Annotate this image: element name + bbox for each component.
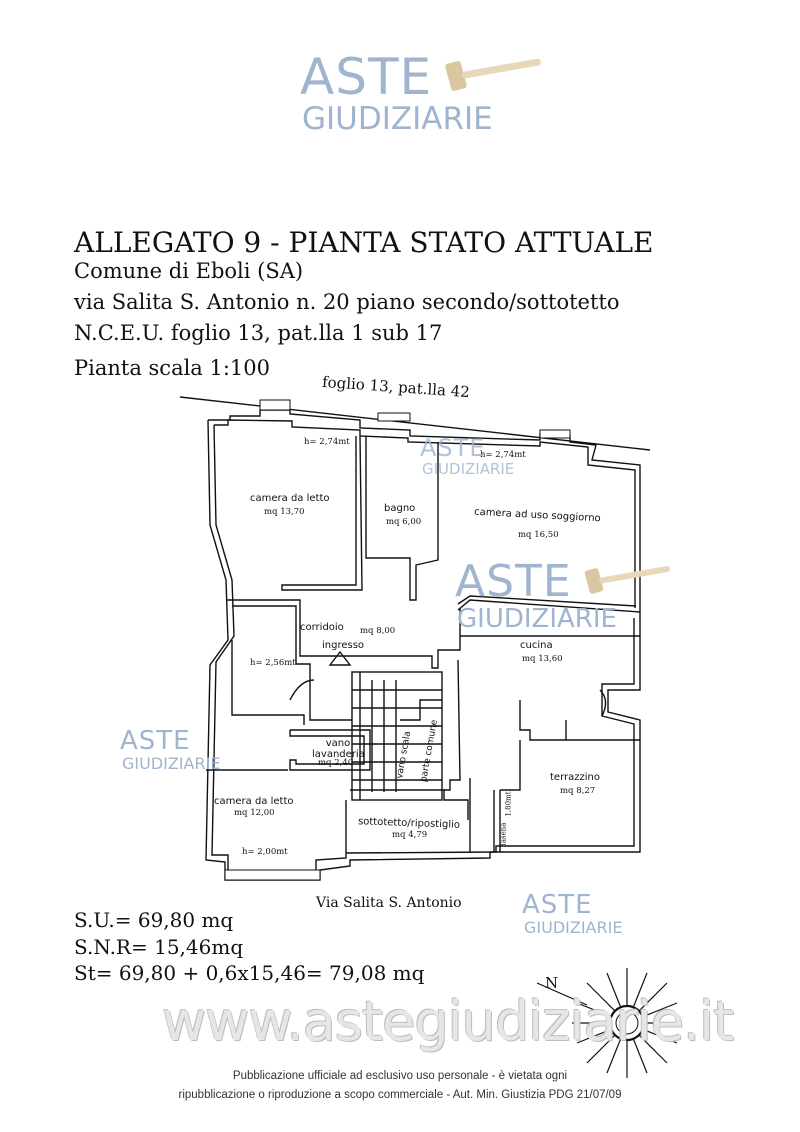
height-label-2: h= 2,74mt [480,450,526,460]
room-label: cucina [520,640,553,651]
misc-label-1: lasena [499,822,508,846]
logo-text-giudiziarie: GIUDIZIARIE [302,101,493,137]
logo-text-giudiziarie: GIUDIZIARIE [122,754,221,773]
room-label: ingresso [322,640,365,651]
logo-text-aste: ASTE [522,890,593,920]
room-area: mq 16,50 [518,530,559,540]
room-label: corridoio [300,622,344,633]
scale-line: Pianta scala 1:100 [74,356,271,380]
room-label: bagno [384,503,416,514]
logo-text-aste: ASTE [455,556,572,607]
height-label-3: h= 2,56mt [250,658,296,668]
logo-text-giudiziarie: GIUDIZIARIE [422,460,515,478]
total-snr: S.N.R= 15,46mq [74,935,244,959]
comune-line: Comune di Eboli (SA) [74,259,304,283]
north-label: N [545,974,559,992]
footer-line-2: ripubblicazione o riproduzione a scopo commerciale - Aut. Min. Giustizia PDG 21/07/09 [178,1089,622,1101]
logo-text-aste: ASTE [120,726,191,756]
boundary-label: foglio 13, pat.lla 42 [321,372,471,402]
logo-text-aste: ASTE [300,48,433,106]
height-label-1: h= 2,74mt [304,437,350,447]
stair-label-2: parte comune [419,719,440,783]
room-area: mq 13,60 [522,654,563,664]
watermark-url: www.astegiudiziarie.it [162,990,734,1053]
street-label: Via Salita S. Antonio [316,895,462,911]
room-area: mq 4,79 [392,830,428,840]
room-label: vano lavanderia [312,738,365,760]
logo-text-aste: ASTE [420,434,486,462]
room-label: camera da letto [214,796,294,807]
room-label: camera ad uso soggiorno [473,506,601,525]
height-label-4: h= 2,00mt [242,847,288,857]
total-st: St= 69,80 + 0,6x15,46= 79,08 mq [74,961,425,985]
address-line: via Salita S. Antonio n. 20 piano secondo/sottotetto [74,290,620,314]
cadastre-line: N.C.E.U. foglio 13, pat.lla 1 sub 17 [74,321,443,345]
room-area: mq 6,00 [386,517,422,527]
room-area: mq 12,00 [234,808,275,818]
room-label: camera da letto [250,493,330,504]
logo-text-giudiziarie: GIUDIZIARIE [457,604,617,634]
room-area: mq 8,27 [560,786,596,796]
room-label: terrazzino [550,772,600,783]
misc-label-2: 1,80mt [504,791,513,817]
footer-line-1: Pubblicazione ufficiale ad esclusivo uso personale - è vietata ogni [232,1070,568,1082]
total-su: S.U.= 69,80 mq [74,908,234,932]
room-label: sottotetto/ripostiglio [357,816,461,831]
page-title: ALLEGATO 9 - PIANTA STATO ATTUALE [74,226,654,259]
logo-text-giudiziarie: GIUDIZIARIE [524,918,623,937]
room-area: mq 13,70 [264,507,305,517]
room-area: mq 8,00 [360,626,396,636]
stair-label: vano scala [394,730,414,780]
gavel-icon [581,566,677,600]
room-area: mq 2,40 [318,758,354,768]
